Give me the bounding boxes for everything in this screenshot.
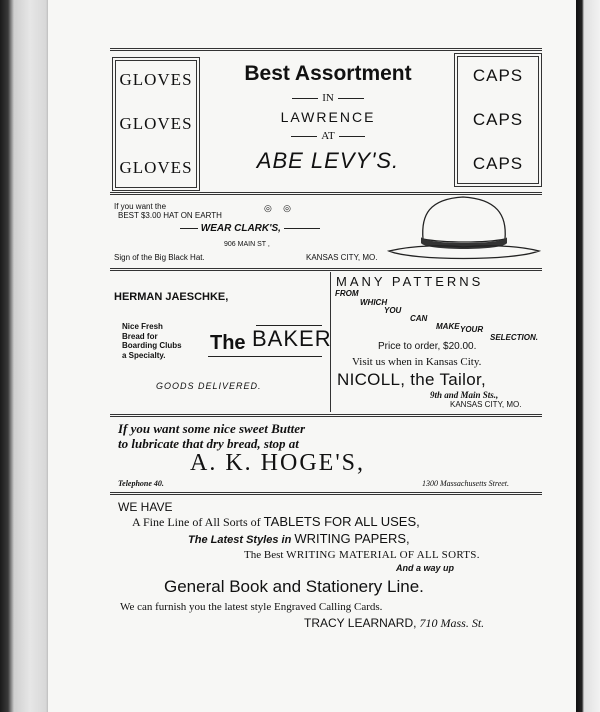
at-line: AT [206, 130, 450, 142]
rule [110, 414, 542, 417]
pattern-word: CAN [410, 314, 428, 323]
caps-box [454, 53, 542, 187]
baker-blurb: Nice Fresh Bread for Boarding Clubs a Specialty. [122, 322, 182, 360]
pattern-word: YOUR [460, 325, 484, 334]
caps-text: CAPS [472, 110, 524, 129]
wear-clarks: WEAR CLARK'S, [180, 223, 340, 234]
hat-intro: If you want the [114, 202, 167, 211]
hat-sign: Sign of the Big Black Hat. [114, 253, 205, 262]
hoge-address: 1300 Massachusetts Street. [422, 479, 510, 488]
hat-offer: BEST $3.00 HAT ON EARTH [118, 211, 222, 220]
butter-line-2: to lubricate that dry bread, stop at [118, 436, 299, 451]
papers-line: The Latest Styles in WRITING PAPERS, [188, 531, 410, 546]
gloves-text: GLOVES [119, 114, 193, 133]
tailor-city: KANSAS CITY, MO. [450, 400, 522, 409]
hoge-phone: Telephone 40. [118, 479, 164, 488]
way-up-line: And a way up [396, 563, 455, 573]
gloves-text: GLOVES [119, 158, 193, 177]
city-name: LAWRENCE [280, 109, 376, 125]
bowler-hat-icon [385, 193, 543, 267]
gloves-text: GLOVES [119, 70, 193, 89]
facing-page-edge [576, 0, 600, 712]
hoge-name: A. K. HOGE'S, [190, 450, 365, 476]
pattern-word: SELECTION. [490, 333, 539, 342]
tracy-signature: TRACY LEARNARD, 710 Mass. St. [304, 616, 485, 630]
butter-line-1: If you want some nice sweet Butter [118, 421, 306, 436]
rule [110, 492, 542, 495]
we-have: WE HAVE [118, 500, 173, 514]
book-spine [0, 0, 48, 712]
goods-delivered: GOODS DELIVERED. [156, 381, 262, 391]
many-patterns: MANY PATTERNS [336, 274, 484, 289]
best-assortment-heading: Best Assortment [244, 62, 412, 85]
rule [110, 268, 542, 271]
caps-text: CAPS [472, 66, 524, 85]
pattern-word: YOU [384, 306, 402, 315]
pattern-word: WHICH [360, 298, 388, 307]
store-name: ABE LEVY'S. [256, 148, 400, 173]
the-baker-logo: The BAKER [208, 322, 324, 362]
in-line: IN [206, 92, 450, 104]
tailor-name: NICOLL, the Tailor, [337, 370, 487, 389]
material-line: The Best WRITING MATERIAL OF ALL SORTS. [244, 549, 480, 561]
pattern-word: FROM [335, 289, 359, 298]
tailor-price: Price to order, $20.00. [378, 341, 477, 352]
baker-name: HERMAN JAESCHKE, [114, 291, 229, 303]
hat-address: 906 MAIN ST , [224, 241, 270, 248]
tailor-address: 9th and Main Sts., [430, 390, 499, 400]
tablets-line: A Fine Line of All Sorts of TABLETS FOR ALL USES, [132, 514, 420, 529]
pattern-word: MAKE [436, 322, 460, 331]
stationery-line: General Book and Stationery Line. [164, 577, 424, 596]
ornament-icon: ◎ ◎ [264, 203, 291, 213]
caps-text: CAPS [472, 154, 524, 173]
top-rule [110, 48, 542, 51]
calling-cards-line: We can furnish you the latest style Engraved Calling Cards. [120, 601, 383, 613]
gloves-box [112, 57, 200, 191]
hat-city: KANSAS CITY, MO. [306, 253, 378, 262]
tailor-visit: Visit us when in Kansas City. [352, 356, 482, 368]
